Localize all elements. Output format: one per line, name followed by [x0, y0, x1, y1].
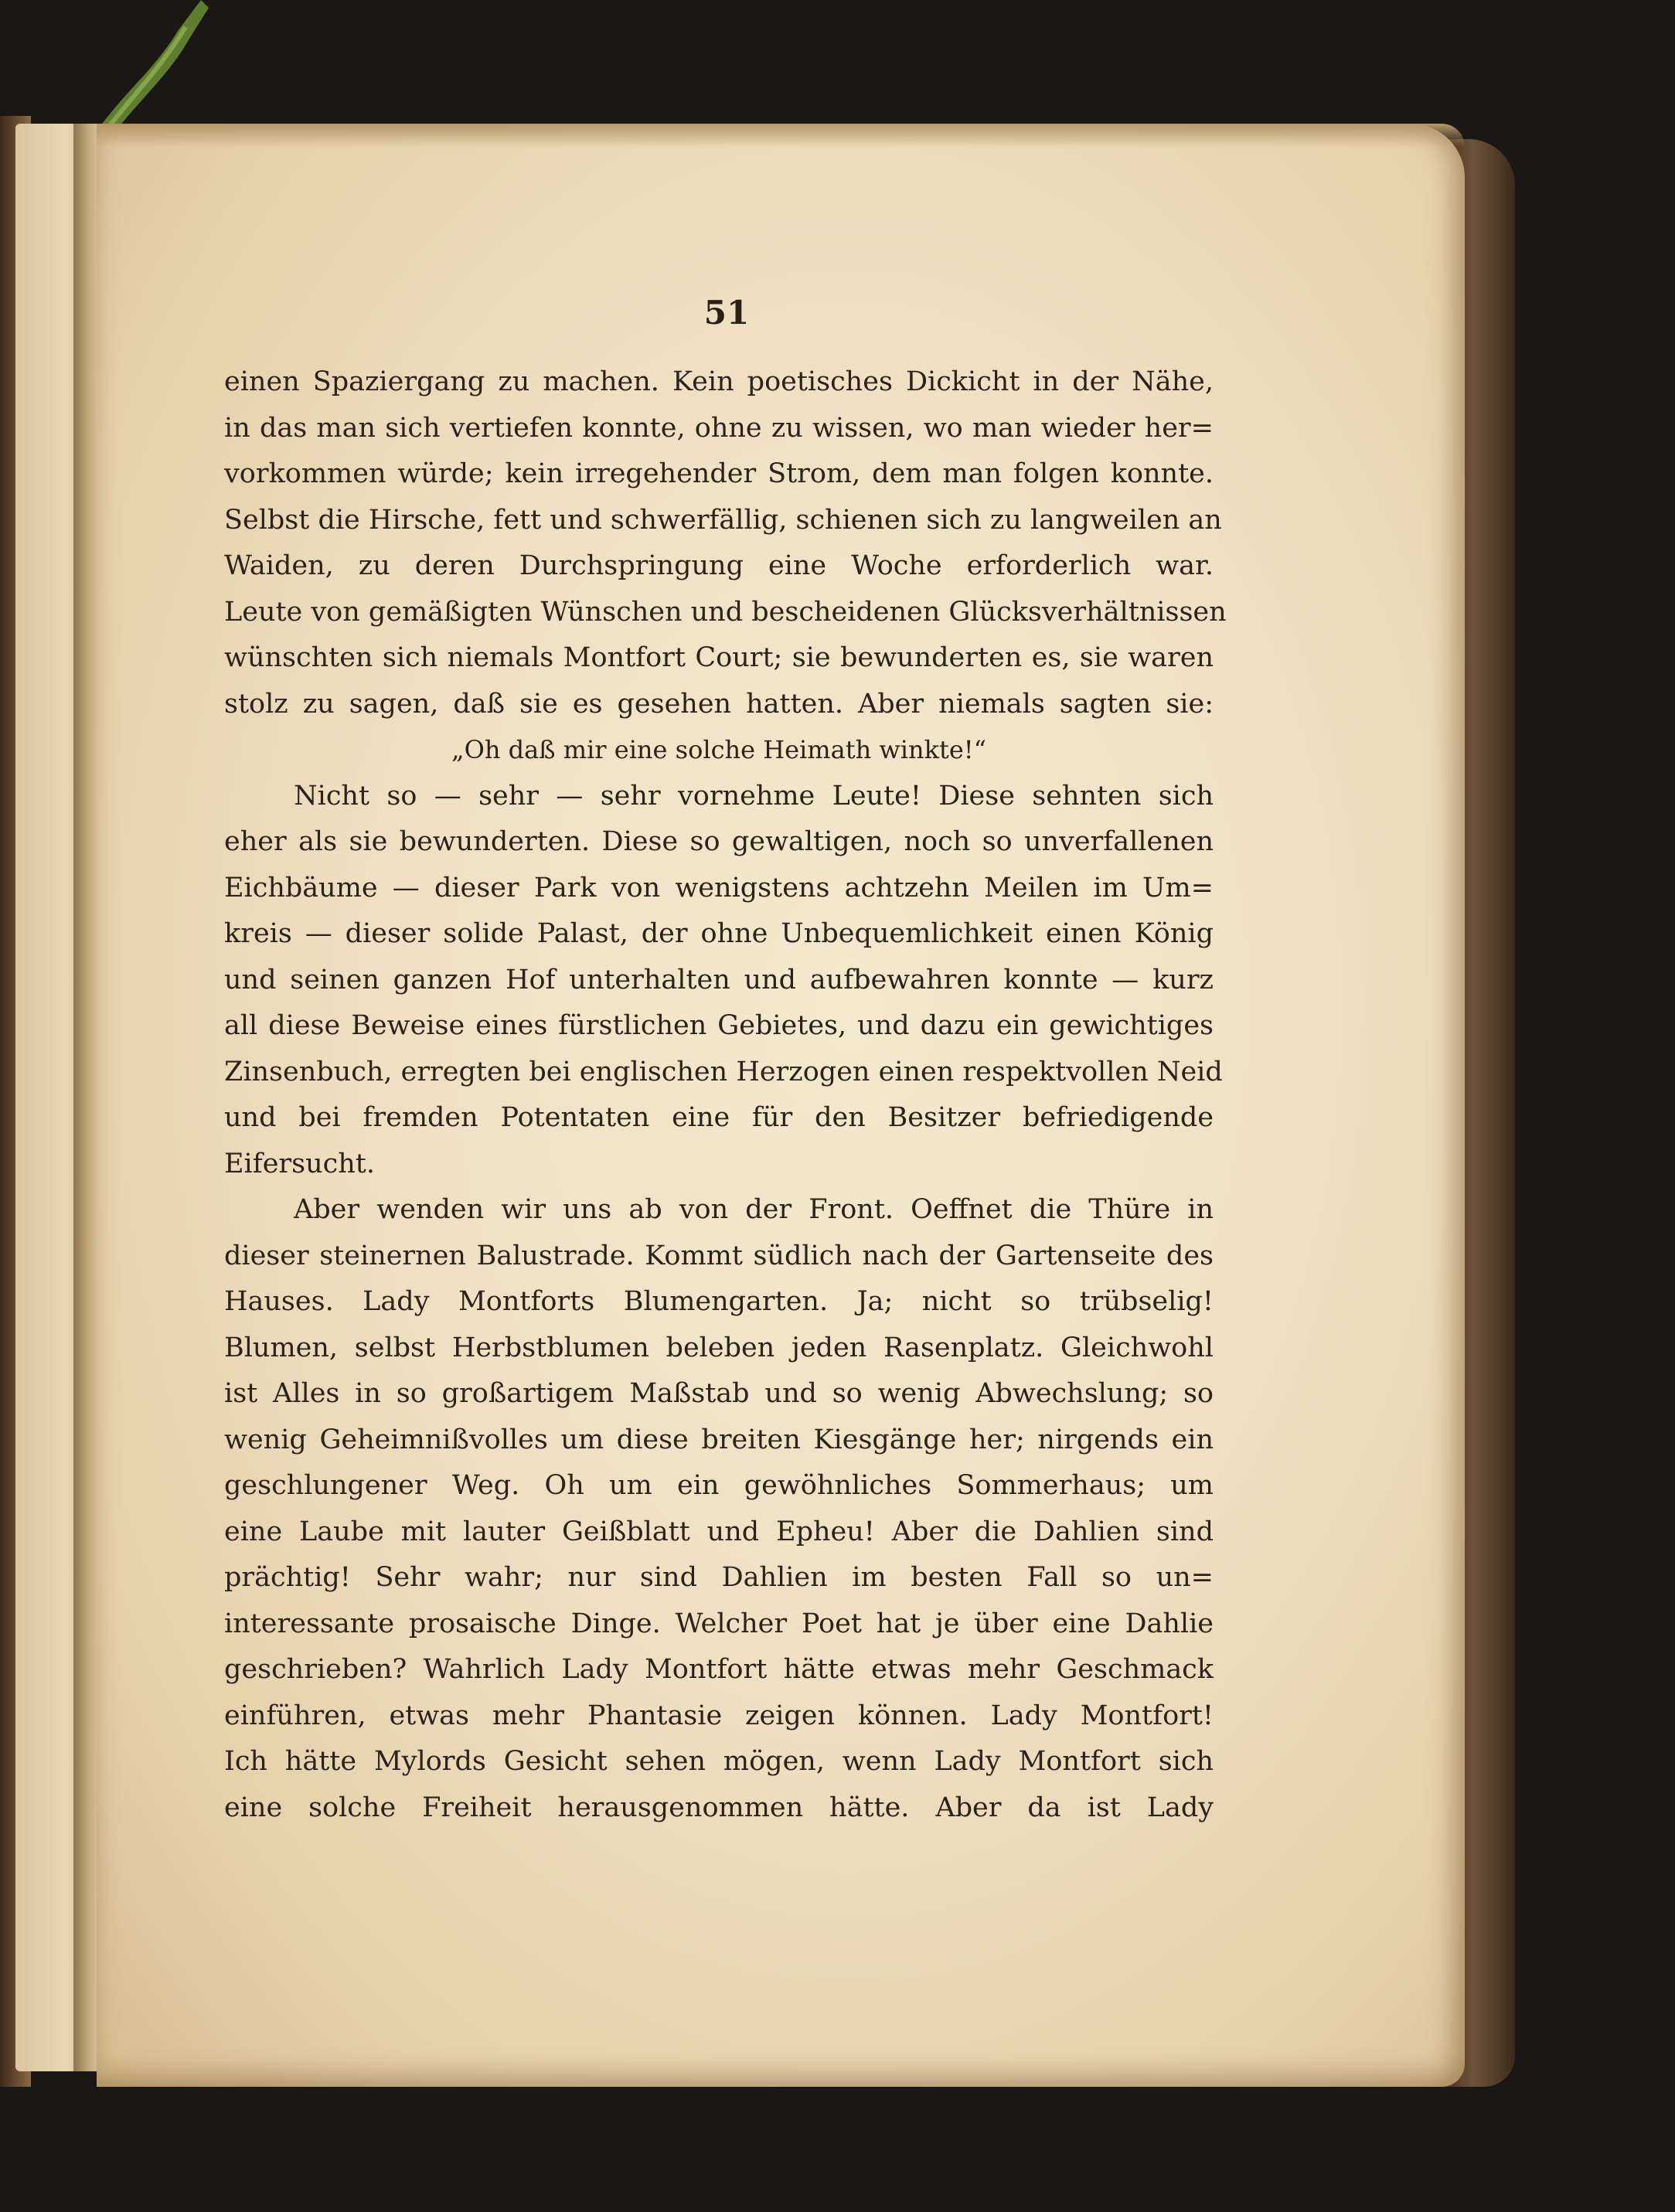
text-line: Waiden, zu deren Durchspringung eine Woche erforderlich war. — [224, 550, 1214, 581]
text-line: dieser steinernen Balustrade. Kommt südlich nach der Gartenseite des — [224, 1240, 1214, 1271]
text-line: Hauses. Lady Montforts Blumengarten. Ja; nicht so trübselig! — [224, 1286, 1214, 1317]
text-line: Eichbäume — dieser Park von wenigstens achtzehn Meilen im Um= — [224, 872, 1214, 904]
text-line: eine solche Freiheit herausgenommen hätte. Aber da ist Lady — [224, 1792, 1214, 1823]
text-line: Ich hätte Mylords Gesicht sehen mögen, wenn Lady Montfort sich — [224, 1746, 1214, 1777]
text-line: kreis — dieser solide Palast, der ohne Unbequemlichkeit einen König — [224, 918, 1214, 949]
text-line: prächtig! Sehr wahr; nur sind Dahlien im besten Fall so un= — [224, 1562, 1214, 1593]
text-line: all diese Beweise eines fürstlichen Gebietes, und dazu ein gewichtiges — [224, 1010, 1214, 1041]
text-line: und seinen ganzen Hof unterhalten und aufbewahren konnte — kurz — [224, 964, 1214, 995]
body-text — [224, 359, 1227, 1831]
text-line: Aber wenden wir uns ab von der Front. Oeffnet die Thüre in — [294, 1194, 1214, 1225]
text-line: Eifersucht. — [224, 1148, 375, 1179]
text-line: eher als sie bewunderten. Diese so gewaltigen, noch so unverfallenen — [224, 826, 1214, 857]
text-line: stolz zu sagen, daß sie es gesehen hatten. Aber niemals sagten sie: — [224, 688, 1214, 720]
text-line: einen Spaziergang zu machen. Kein poetisches Dickicht in der Nähe, — [224, 366, 1214, 397]
text-line: wünschten sich niemals Montfort Court; sie bewunderten es, sie waren — [224, 642, 1214, 673]
text-line: geschrieben? Wahrlich Lady Montfort hätte etwas mehr Geschmack — [224, 1654, 1214, 1685]
text-line: Selbst die Hirsche, fett und schwerfällig, schienen sich zu langweilen an — [224, 504, 1222, 536]
text-line: interessante prosaische Dinge. Welcher Poet hat je über eine Dahlie — [224, 1608, 1214, 1639]
text-line: einführen, etwas mehr Phantasie zeigen können. Lady Montfort! — [224, 1700, 1214, 1731]
text-line: geschlungener Weg. Oh um ein gewöhnliches Sommerhaus; um — [224, 1470, 1214, 1501]
page-top-edge — [97, 124, 1465, 147]
text-line: wenig Geheimnißvolles um diese breiten Kiesgänge her; nirgends ein — [224, 1424, 1214, 1455]
text-line: in das man sich vertiefen konnte, ohne zu wissen, wo man wieder her= — [224, 412, 1214, 444]
text-line: Nicht so — sehr — sehr vornehme Leute! Diese sehnten sich — [294, 780, 1214, 812]
text-line: und bei fremden Potentaten eine für den Besitzer befriedigende — [224, 1102, 1214, 1133]
text-line: eine Laube mit lauter Geißblatt und Epheu! Aber die Dahlien sind — [224, 1516, 1214, 1547]
text-line: ist Alles in so großartigem Maßstab und so wenig Abwechslung; so — [224, 1378, 1214, 1409]
text-line: vorkommen würde; kein irregehender Strom, dem man folgen konnte. — [224, 458, 1214, 489]
page-number: 51 — [703, 294, 750, 332]
text-line: Leute von gemäßigten Wünschen und bescheidenen Glücksverhältnissen — [224, 596, 1227, 628]
ribbon-bookmark — [93, 0, 209, 135]
text-line: Zinsenbuch, erregten bei englischen Herzogen einen respektvollen Neid — [224, 1056, 1223, 1087]
quoted-line: „Oh daß mir eine solche Heimath winkte!“ — [451, 735, 986, 764]
text-line: Blumen, selbst Herbstblumen beleben jeden Rasenplatz. Gleichwohl — [224, 1332, 1214, 1363]
